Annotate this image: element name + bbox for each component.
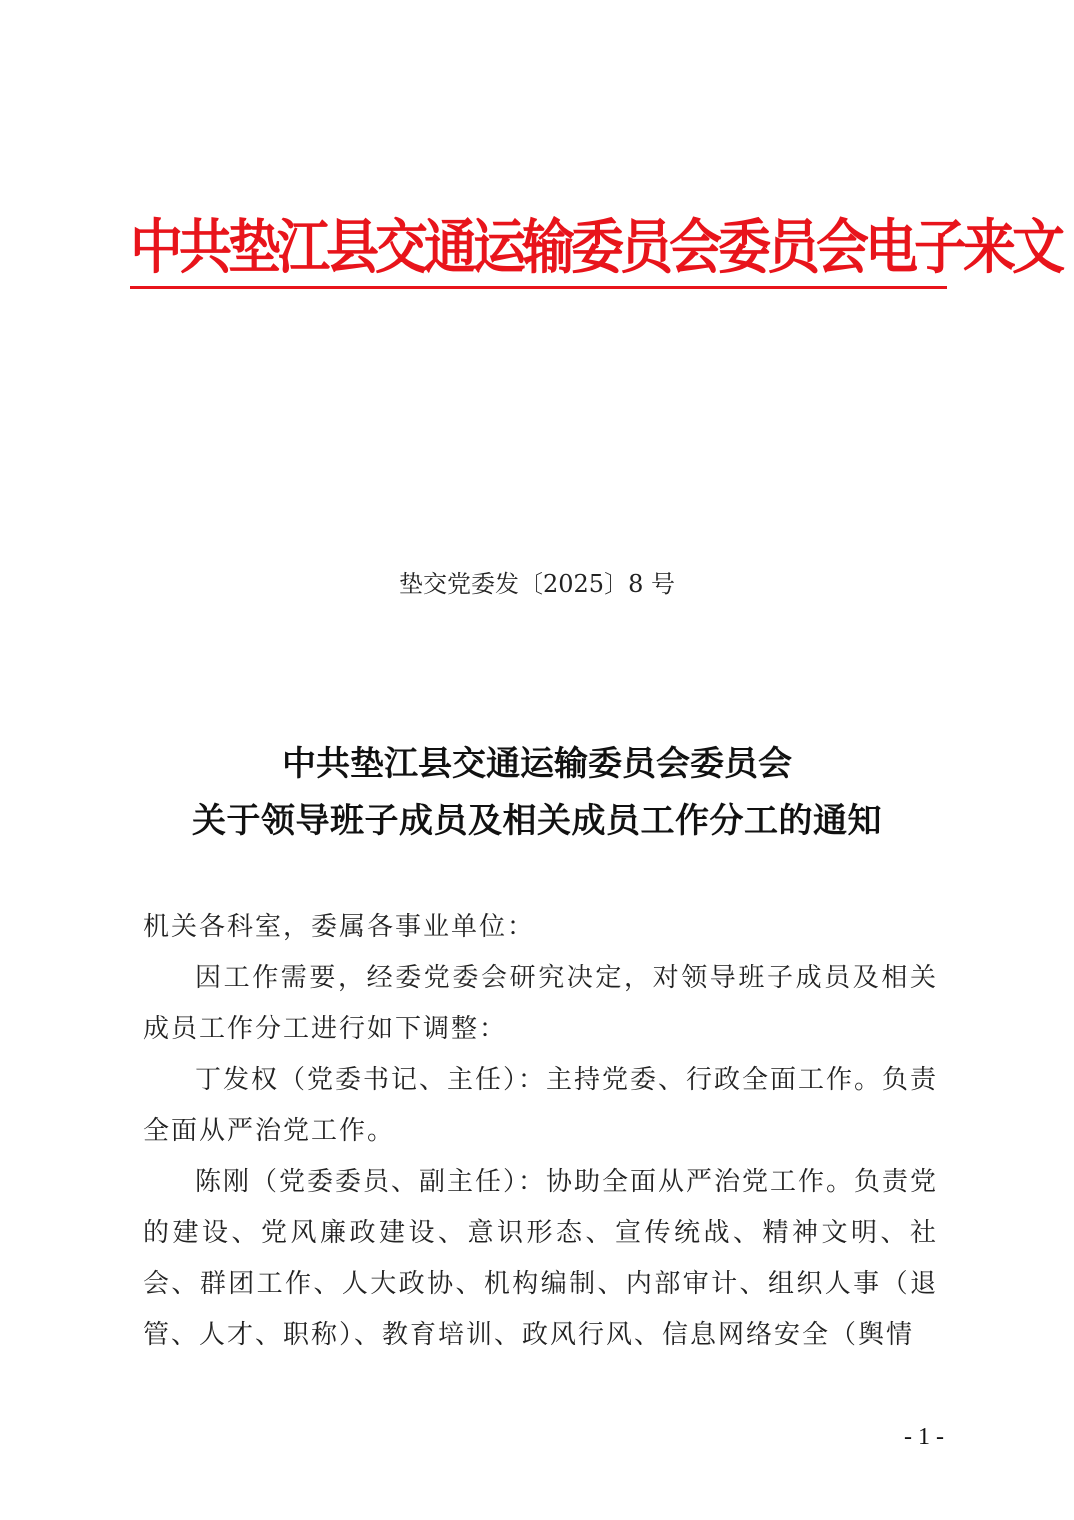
salutation <box>143 902 938 953</box>
document-number: 垫交党委发〔2025〕8 号 <box>399 570 675 598</box>
document-title-line-1: 中共垫江县交通运输委员会委员会 <box>282 744 792 784</box>
salutation-text: 机关各科室，委属各事业单位 <box>143 912 508 942</box>
page-number: - 1 - <box>904 1424 944 1450</box>
salutation-colon: ： <box>507 912 536 942</box>
document-body <box>143 902 938 1361</box>
body-paragraph-2: 丁发权（党委书记、主任）：主持党委、行政全面工作。负责全面从严治党工作。 <box>143 1065 939 1146</box>
body-paragraph-3: 陈刚（党委委员、副主任）：协助全面从严治党工作。负责党的建设、党风廉政建设、意识形态、宣传统战、精神文明、社会、群团工作、人大政协、机构编制、内部审计、组织人事（退管、人才、职称）、教育培训、政风行风、信息网络安全（舆情 <box>143 1167 939 1350</box>
red-masthead-title: 中共垫江县交通运输委员会委员会电子来文 <box>130 212 1061 283</box>
body-paragraph-1: 因工作需要，经委党委会研究决定，对领导班子成员及相关成员工作分工进行如下调整： <box>143 963 938 1044</box>
red-masthead-rule <box>130 286 947 289</box>
document-title-line-2: 关于领导班子成员及相关成员工作分工的通知 <box>192 801 882 841</box>
